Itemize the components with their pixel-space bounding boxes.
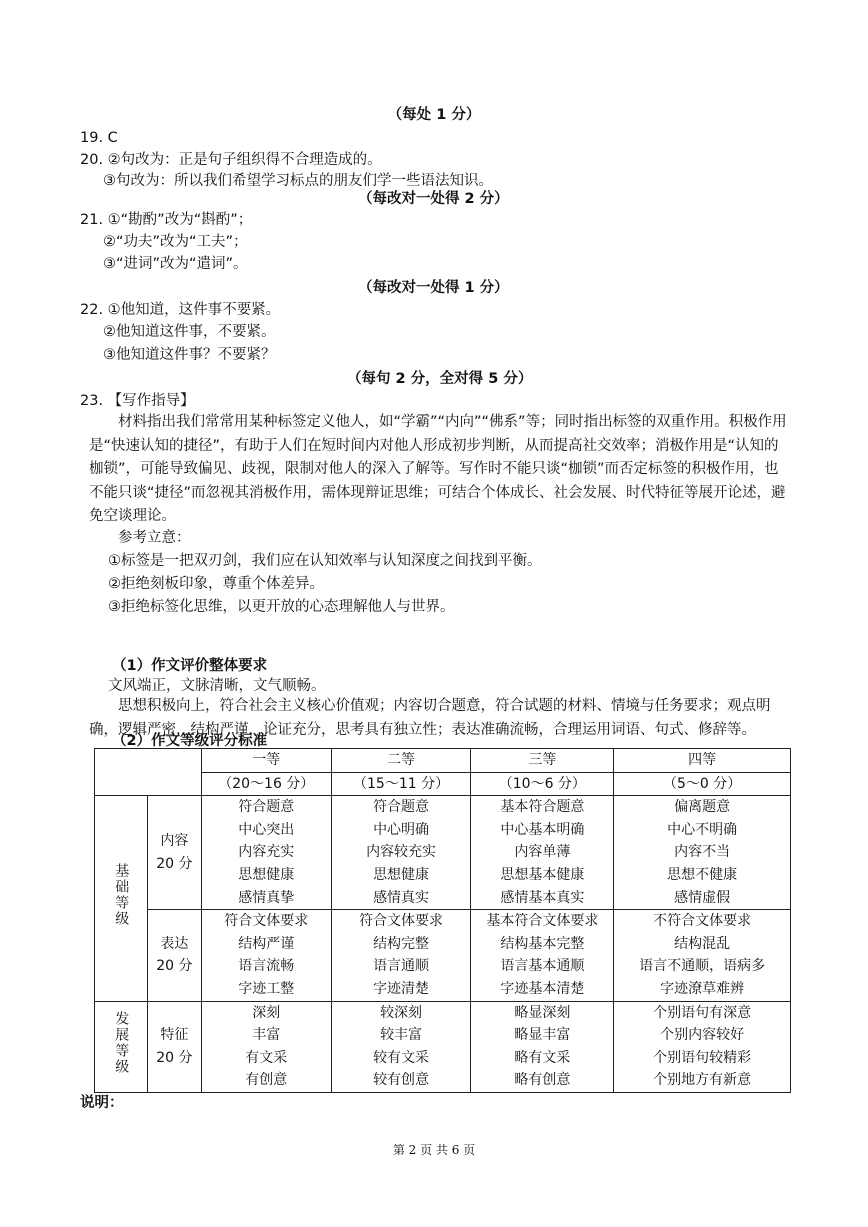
criterion: 感情虚假 — [674, 889, 731, 906]
criterion: 有创意 — [245, 1072, 288, 1089]
content-grade-4 — [614, 796, 791, 910]
criterion: 结构基本完整 — [500, 935, 585, 952]
criterion: 较有文采 — [373, 1049, 430, 1066]
answer-19: 19. C — [80, 130, 118, 146]
grade-name-2: 二等 — [331, 749, 471, 773]
criterion: 内容较充实 — [366, 844, 437, 861]
score-note-3: （每改对一处得 1 分） — [358, 280, 509, 296]
criterion: 结构混乱 — [674, 935, 731, 952]
criterion: 语言基本通顺 — [500, 958, 585, 975]
criterion: 思想基本健康 — [500, 866, 585, 883]
expression-grade-4 — [614, 910, 791, 1001]
answer-20-line1: 20. ②句改为：正是句子组织得不合理造成的。 — [80, 152, 382, 168]
content-grade-3 — [471, 796, 614, 910]
criterion: 内容不当 — [674, 844, 731, 861]
answer-22-line3: ③他知道这件事？不要紧？ — [103, 347, 276, 363]
note-label: 说明： — [80, 1095, 124, 1111]
grade-range-2: （15～11 分） — [331, 772, 471, 796]
answer-21-line3: ③“进词”改为“遣词”。 — [103, 256, 248, 272]
criterion: 个别语句有深意 — [653, 1004, 752, 1021]
criterion: 略显丰富 — [514, 1027, 571, 1044]
feature-label: 特征 — [160, 1027, 189, 1044]
criterion: 略有创意 — [514, 1072, 571, 1089]
feature-score: 20 分 — [156, 1049, 193, 1066]
expression-row — [95, 910, 791, 1001]
criterion: 结构严谨 — [238, 935, 295, 952]
answer-22-line2: ②他知道这件事，不要紧。 — [103, 324, 276, 340]
criterion: 语言流畅 — [238, 958, 295, 975]
answer-23-title: 23. 【写作指导】 — [80, 393, 195, 409]
feature-grade-2 — [331, 1001, 471, 1092]
grade-name-3: 三等 — [471, 749, 614, 773]
feature-label-cell — [147, 1001, 201, 1092]
feature-row — [95, 1001, 791, 1092]
basic-level-label: 基础等级 — [113, 862, 130, 927]
grade-name-1: 一等 — [201, 749, 331, 773]
criterion: 语言通顺 — [373, 958, 430, 975]
criterion: 较有创意 — [373, 1072, 430, 1089]
criterion: 内容单薄 — [514, 844, 571, 861]
essay-standard-title: （2）作文等级评分标准 — [112, 733, 268, 749]
criterion: 语言不通顺，语病多 — [639, 958, 766, 975]
expression-grade-1 — [201, 910, 331, 1001]
development-level-cell — [95, 1001, 148, 1092]
criterion: 思想健康 — [238, 866, 295, 883]
criterion: 深刻 — [252, 1004, 281, 1021]
score-note-1: （每处 1 分） — [387, 107, 481, 123]
essay-requirement-title: （1）作文评价整体要求 — [112, 658, 268, 674]
criterion: 字迹工整 — [238, 980, 295, 997]
criterion: 内容充实 — [238, 844, 295, 861]
criterion: 丰富 — [252, 1027, 281, 1044]
answer-21-line1: 21. ①“勘酌”改为“斟酌”； — [80, 212, 253, 228]
reference-point-3: ③拒绝标签化思维，以更开放的心态理解他人与世界。 — [108, 599, 455, 615]
criterion: 较深刻 — [380, 1004, 423, 1021]
expression-grade-3 — [471, 910, 614, 1001]
feature-grade-1 — [201, 1001, 331, 1092]
criterion: 感情基本真实 — [500, 889, 585, 906]
expression-score: 20 分 — [156, 958, 193, 975]
content-label-cell — [147, 796, 201, 910]
reference-title: 参考立意： — [118, 530, 191, 546]
expression-grade-2 — [331, 910, 471, 1001]
criterion: 感情真实 — [373, 889, 430, 906]
criterion: 略显深刻 — [514, 1004, 571, 1021]
content-row — [95, 796, 791, 910]
score-note-4: （每句 2 分，全对得 5 分） — [347, 371, 533, 387]
basic-level-cell — [95, 796, 148, 1001]
criterion: 符合文体要求 — [359, 913, 444, 930]
score-note-2: （每改对一处得 2 分） — [358, 191, 509, 207]
answer-22-line1: 22. ①他知道，这件事不要紧。 — [80, 302, 281, 318]
content-label: 内容 — [160, 833, 189, 850]
grade-range-3: （10～6 分） — [471, 772, 614, 796]
essay-requirement-line1: 文风端正，文脉清晰，文气顺畅。 — [108, 678, 326, 694]
reference-point-2: ②拒绝刻板印象，尊重个体差异。 — [108, 576, 324, 592]
grade-header-row — [95, 749, 791, 773]
answer-21-line2: ②“功夫”改为“工夫”； — [103, 234, 248, 250]
criterion: 符合题意 — [238, 799, 295, 816]
criterion: 字迹清楚 — [373, 980, 430, 997]
header-empty-cell — [95, 749, 202, 796]
criterion: 偏离题意 — [674, 799, 731, 816]
content-grade-2 — [331, 796, 471, 910]
criterion: 符合题意 — [373, 799, 430, 816]
criterion: 个别地方有新意 — [653, 1072, 752, 1089]
content-score: 20 分 — [156, 855, 193, 872]
criterion: 略有文采 — [514, 1049, 571, 1066]
grading-table — [94, 748, 791, 1093]
criterion: 中心明确 — [373, 821, 430, 838]
reference-point-1: ①标签是一把双刃剑，我们应在认知效率与认知深度之间找到平衡。 — [108, 553, 542, 569]
criterion: 较丰富 — [380, 1027, 423, 1044]
essay-requirement-paragraph: 思想积极向上，符合社会主义核心价值观；内容切合题意，符合试题的材料、情境与任务要求；观点明确，逻辑严密，结构严谨，论证充分，思考具有独立性；表达准确流畅，合理运用词语、句式、修辞等。 — [89, 698, 771, 738]
criterion: 个别内容较好 — [660, 1027, 745, 1044]
criterion: 中心不明确 — [667, 821, 738, 838]
criterion: 感情真挚 — [238, 889, 295, 906]
grade-range-1: （20～16 分） — [201, 772, 331, 796]
expression-label: 表达 — [160, 935, 189, 952]
writing-guide-paragraph: 材料指出我们常常用某种标签定义他人，如“学霸”“内向”“佛系”等；同时指出标签的双重作用。积极作用是“快速认知的捷径”，有助于人们在短时间内对他人形成初步判断，从而提高社交效率；消极作用是“认知的枷锁”，可能导致偏见、歧视，限制对他人的深入了解等。写作时不能只谈“枷锁”而否定标签的积极作用，也不能只谈“捷径”而忽视其消极作用，需体现辩证思维；可结合个体成长、社会发展、时代特征等展开论述，避免空谈理论。 — [89, 414, 787, 525]
expression-label-cell — [147, 910, 201, 1001]
criterion: 个别语句较精彩 — [653, 1049, 752, 1066]
criterion: 结构完整 — [373, 935, 430, 952]
content-grade-1 — [201, 796, 331, 910]
answer-20-line2: ③句改为：所以我们希望学习标点的朋友们学一些语法知识。 — [103, 173, 493, 189]
criterion: 中心突出 — [238, 821, 295, 838]
criterion: 有文采 — [245, 1049, 288, 1066]
development-level-label: 发展等级 — [113, 1010, 130, 1075]
criterion: 基本符合文体要求 — [486, 913, 599, 930]
feature-grade-3 — [471, 1001, 614, 1092]
criterion: 基本符合题意 — [500, 799, 585, 816]
criterion: 中心基本明确 — [500, 821, 585, 838]
grade-range-4: （5～0 分） — [614, 772, 791, 796]
page-footer: 第 2 页 共 6 页 — [392, 1143, 476, 1157]
criterion: 字迹基本清楚 — [500, 980, 585, 997]
criterion: 字迹潦草难辨 — [660, 980, 745, 997]
criterion: 符合文体要求 — [224, 913, 309, 930]
feature-grade-4 — [614, 1001, 791, 1092]
criterion: 思想不健康 — [667, 866, 738, 883]
criterion: 思想健康 — [373, 866, 430, 883]
criterion: 不符合文体要求 — [653, 913, 752, 930]
grade-name-4: 四等 — [614, 749, 791, 773]
